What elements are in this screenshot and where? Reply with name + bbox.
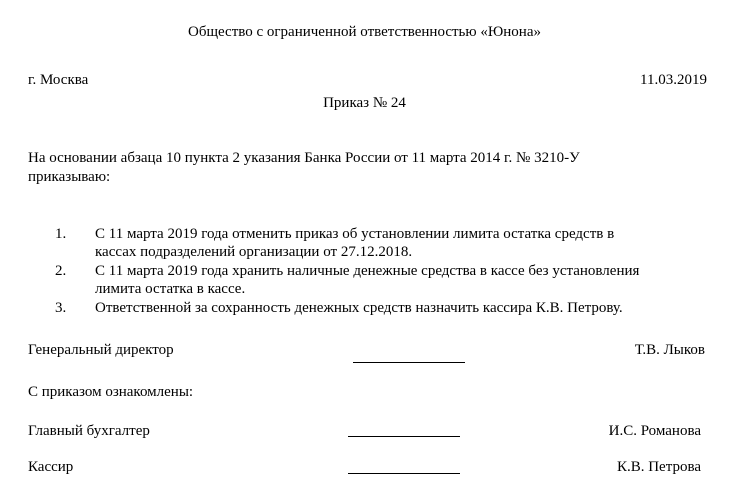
item-text-line-2: кассах подразделений организации от 27.12.2018. [95,244,413,260]
director-signature-line [353,362,465,363]
cashier-signature-line [348,473,460,474]
item-text-line-1: С 11 марта 2019 года хранить наличные денежные средства в кассе без установления [95,263,640,279]
accountant-name: И.С. Романова [608,423,701,439]
director-title: Генеральный директор [28,342,174,358]
accountant-signature-line [348,436,460,437]
city: г. Москва [28,72,89,88]
acquainted-heading: С приказом ознакомлены: [28,384,194,400]
cashier-name: К.В. Петрова [616,459,701,475]
item-text-line-1: С 11 марта 2019 года отменить приказ об установлении лимита остатка средств в [95,226,615,242]
accountant-title: Главный бухгалтер [28,423,150,439]
item-text-line-2: лимита остатка в кассе. [95,281,246,297]
order-date: 11.03.2019 [640,72,707,88]
order-items-list [55,225,705,318]
item-number: 3. [55,300,67,316]
cashier-title: Кассир [28,459,74,475]
list-item [55,299,705,317]
order-basis [28,149,688,187]
basis-line-2: приказываю: [28,169,111,185]
basis-line-1: На основании абзаца 10 пункта 2 указания Банка России от 11 марта 2014 г. № 3210-У [28,150,580,166]
organization-name: Общество с ограниченной ответственностью «Юнона» [188,24,541,40]
list-item [55,225,705,261]
item-number: 2. [55,263,67,279]
order-title: Приказ № 24 [323,95,406,111]
director-name: Т.В. Лыков [634,342,705,358]
item-text-line-1: Ответственной за сохранность денежных средств назначить кассира К.В. Петрову. [95,300,623,316]
item-number: 1. [55,226,67,242]
list-item [55,262,705,298]
